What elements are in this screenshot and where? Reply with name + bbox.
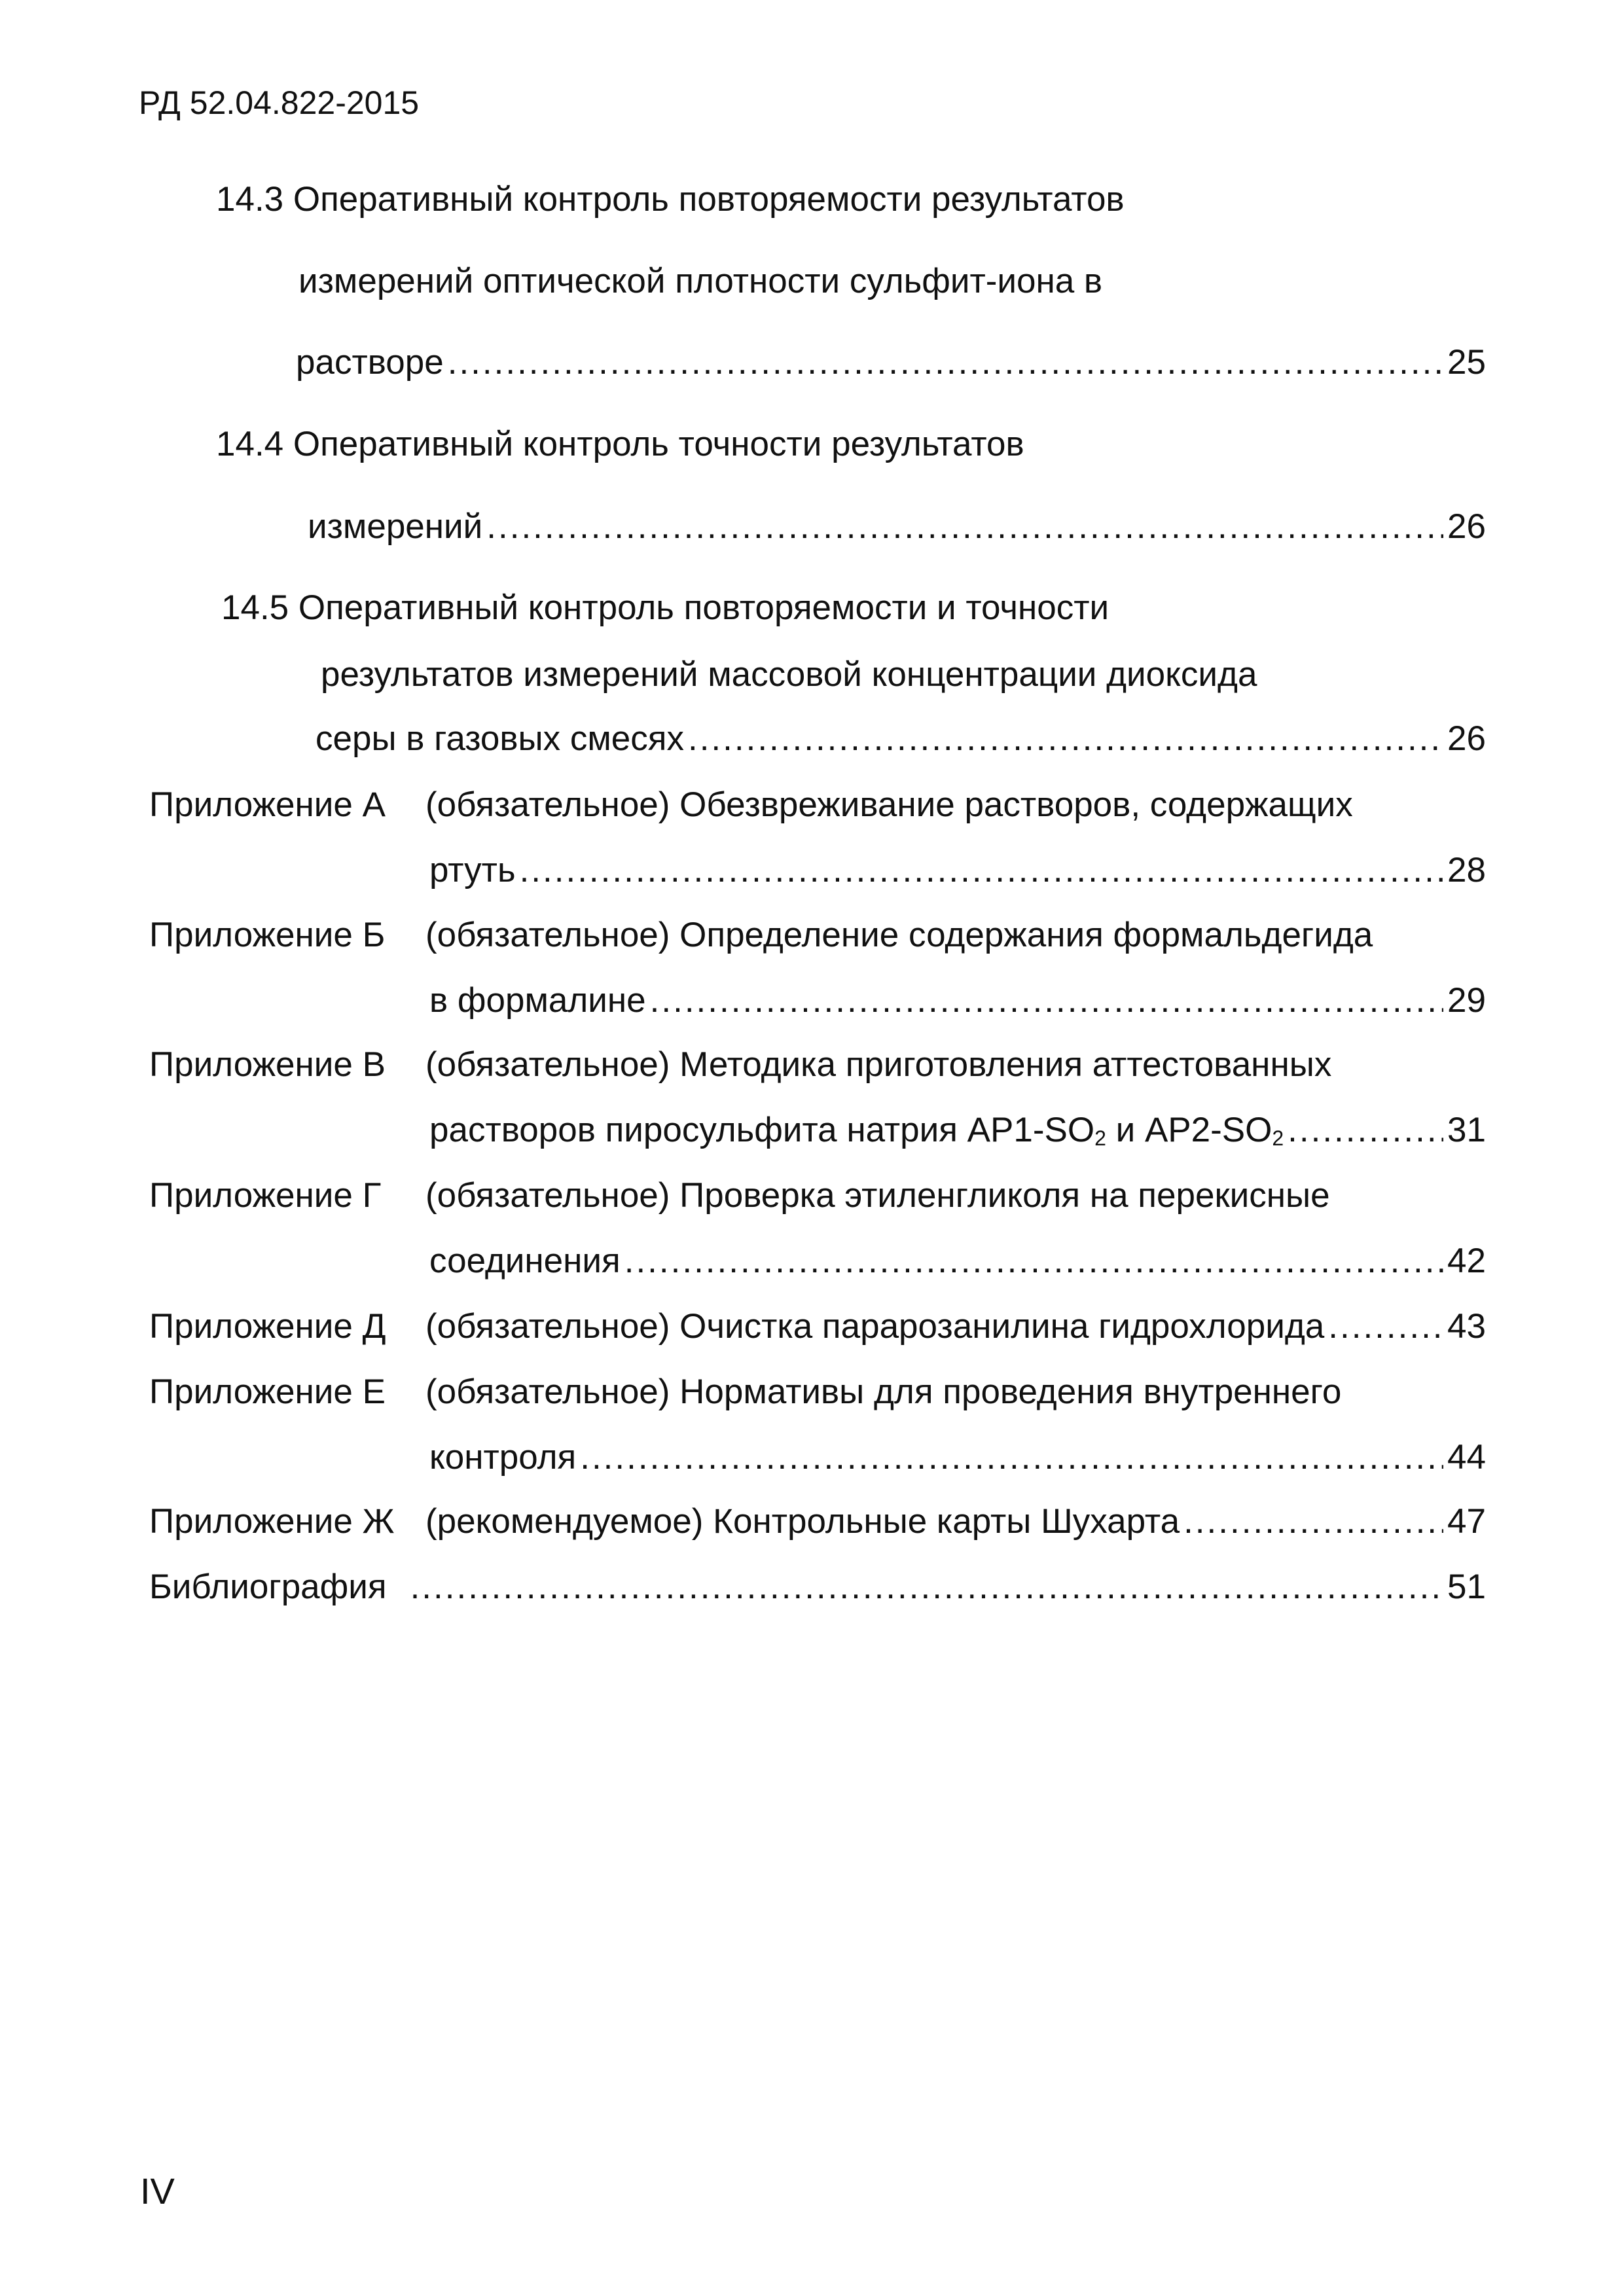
toc-page-number: 51 [1447,1568,1486,1606]
appendix-v-line1: (обязательное) Методика приготовления аттестованных [425,1045,1332,1084]
appendix-d-prefix: Приложение Д [149,1307,386,1346]
toc-14-5-line2: результатов измерений массовой концентрации диоксида [321,655,1257,694]
appendix-g-entry[interactable] [429,1244,1486,1278]
toc-14-3-entry[interactable] [296,345,1486,380]
page-number: IV [140,2170,175,2212]
appendix-b-line1: (обязательное) Определение содержания формальдегида [425,916,1373,954]
dot-leader [688,721,1443,756]
appendix-g-prefix: Приложение Г [149,1176,382,1215]
appendix-g-line2: соединения [429,1242,621,1280]
dot-leader [580,1440,1443,1475]
toc-page-number: 25 [1447,343,1486,382]
toc-page-number: 28 [1447,851,1486,889]
toc-14-5-line3: серы в газовых смесях [316,719,684,758]
dot-leader [1183,1504,1443,1539]
dot-leader [486,509,1443,544]
appendix-a-prefix: Приложение А [149,785,386,824]
appendix-e-prefix: Приложение Е [149,1372,386,1411]
appendix-v-line2: растворов пиросульфита натрия АР1-SO2 и АР2-SO2 [429,1111,1284,1150]
toc-14-5-line1: 14.5 Оперативный контроль повторяемости и точности [221,588,1110,627]
appendix-zh-prefix: Приложение Ж [149,1502,395,1541]
bibliography-label: Библиография [149,1568,387,1606]
appendix-b-entry[interactable] [429,983,1486,1018]
toc-page-number: 31 [1447,1111,1486,1149]
dot-leader [410,1570,1443,1604]
dot-leader [448,345,1443,380]
document-code: РД 52.04.822-2015 [139,84,420,121]
appendix-d-entry[interactable] [425,1309,1486,1344]
appendix-a-line2: ртуть [429,851,516,889]
toc-page-number: 47 [1447,1502,1486,1541]
toc-page-number: 26 [1447,719,1486,758]
toc-14-5-entry[interactable] [316,721,1486,756]
toc-14-4-line2: измерений [308,507,483,546]
dot-leader [650,983,1443,1018]
appendix-b-line2: в формалине [429,981,646,1020]
appendix-a-entry[interactable] [429,853,1486,888]
toc-page-number: 26 [1447,507,1486,546]
dot-leader [520,853,1443,888]
toc-page-number: 29 [1447,981,1486,1020]
dot-leader [1328,1309,1443,1344]
toc-14-4-entry[interactable] [308,509,1486,544]
appendix-v-prefix: Приложение В [149,1045,386,1084]
toc-14-4-line1: 14.4 Оперативный контроль точности результатов [216,425,1024,463]
appendix-b-prefix: Приложение Б [149,916,386,954]
appendix-zh-line1: (рекомендуемое) Контрольные карты Шухарта [425,1502,1180,1541]
toc-page-number: 42 [1447,1242,1486,1280]
toc-page-number: 43 [1447,1307,1486,1346]
dot-leader [1288,1113,1443,1147]
toc-page-number: 44 [1447,1438,1486,1477]
appendix-d-line1: (обязательное) Очистка парарозанилина гидрохлорида [425,1307,1325,1346]
appendix-a-line1: (обязательное) Обезвреживание растворов, содержащих [425,785,1353,824]
dot-leader [624,1244,1443,1278]
appendix-g-line1: (обязательное) Проверка этиленгликоля на перекисные [425,1176,1330,1215]
bibliography-entry[interactable] [149,1570,1486,1604]
appendix-e-line2: контроля [429,1438,577,1477]
appendix-zh-entry[interactable] [425,1504,1486,1539]
appendix-v-entry[interactable] [429,1113,1486,1149]
toc-14-3-line1: 14.3 Оперативный контроль повторяемости результатов [216,180,1125,219]
appendix-e-line1: (обязательное) Нормативы для проведения внутреннего [425,1372,1342,1411]
toc-14-3-line2: измерений оптической плотности сульфит-иона в [298,262,1103,300]
toc-14-3-line3: растворе [296,343,444,382]
appendix-e-entry[interactable] [429,1440,1486,1475]
